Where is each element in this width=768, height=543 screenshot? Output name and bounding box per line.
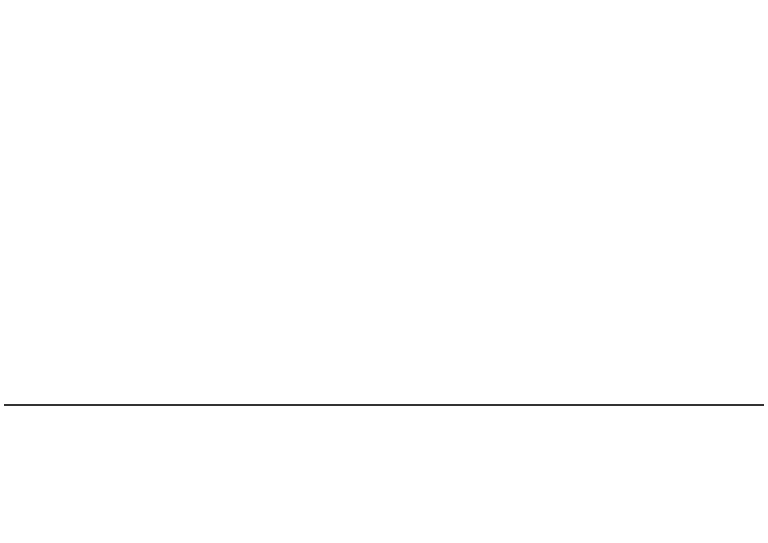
section-divider [4, 404, 764, 406]
vocabulary-notes [8, 412, 760, 520]
main-annotated-text [8, 6, 760, 394]
